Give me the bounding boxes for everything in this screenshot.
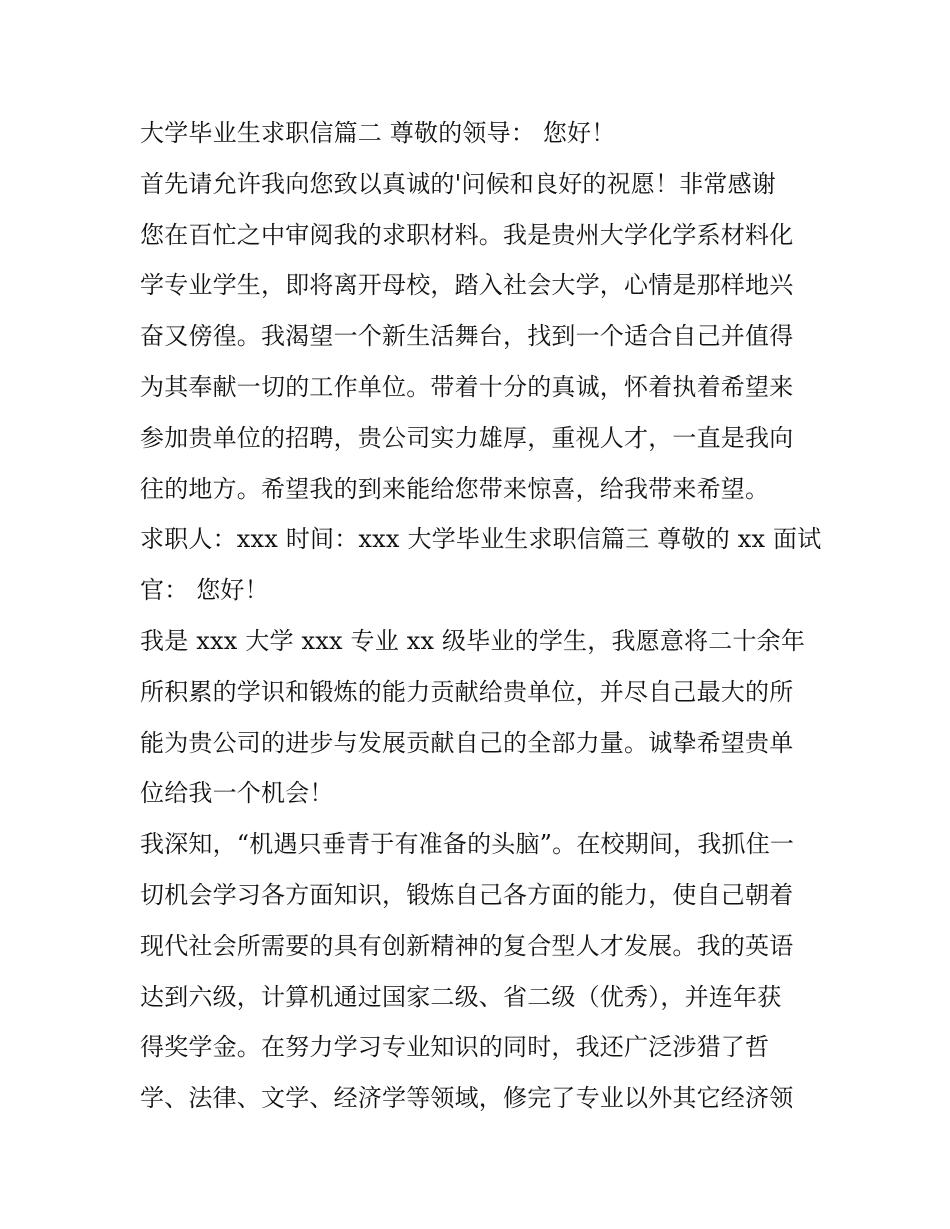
text-line: 奋又傍徨。我渴望一个新生活舞台，找到一个适合自己并值得	[140, 322, 794, 351]
text-line: 学、法律、文学、经济学等领域，修完了专业以外其它经济领	[140, 1084, 794, 1113]
text-line: 达到六级，计算机通过国家二级、省二级（优秀），并连年获	[140, 982, 782, 1011]
text-line: 所积累的学识和锻炼的能力贡献给贵单位，并尽自己最大的所	[140, 677, 794, 706]
text-line: 往的地方。希望我的到来能给您带来惊喜，给我带来希望。	[140, 474, 770, 503]
text-line: 切机会学习各方面知识，锻炼自己各方面的能力，使自己朝着	[140, 880, 794, 909]
text-line: 为其奉献一切的工作单位。带着十分的真诚，怀着执着希望来	[140, 372, 794, 401]
text-line: 求职人：xxx 时间：xxx 大学毕业生求职信篇三 尊敬的 xx 面试	[140, 525, 822, 554]
letter-body	[140, 108, 820, 1124]
text-line: 官： 您好！	[140, 576, 269, 605]
text-line: 能为贵公司的进步与发展贡献自己的全部力量。诚挚希望贵单	[140, 728, 794, 757]
text-line: 学专业学生，即将离开母校，踏入社会大学，心情是那样地兴	[140, 271, 794, 300]
text-line: 您在百忙之中审阅我的求职材料。我是贵州大学化学系材料化	[140, 220, 794, 249]
text-line: 我是 xxx 大学 xxx 专业 xx 级毕业的学生，我愿意将二十余年	[140, 626, 806, 655]
text-line: 首先请允许我向您致以真诚的'问候和良好的祝愿！非常感谢	[140, 169, 776, 198]
text-line: 得奖学金。在努力学习专业知识的同时，我还广泛涉猎了哲	[140, 1033, 770, 1062]
text-line: 我深知，“机遇只垂青于有准备的头脑”。在校期间，我抓住一	[140, 830, 795, 859]
text-line: 位给我一个机会！	[140, 779, 334, 808]
text-line: 大学毕业生求职信篇二 尊敬的领导： 您好！	[140, 119, 616, 147]
text-line: 现代社会所需要的具有创新精神的复合型人才发展。我的英语	[140, 931, 794, 960]
text-line: 参加贵单位的招聘，贵公司实力雄厚，重视人才，一直是我向	[140, 423, 794, 452]
